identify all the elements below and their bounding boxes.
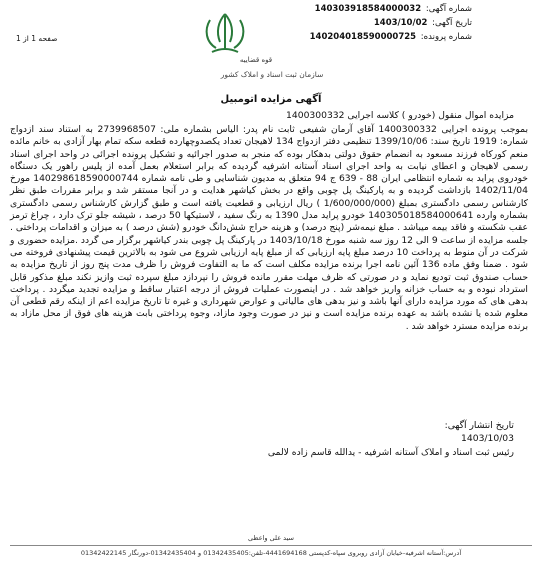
footer-name: سید علی واعظی (248, 534, 294, 542)
footer-address: آدرس:آستانه اشرفیه-خیابان آزادی روبروی سپاه-کدپستی 4441694168-تلفن:01342435405 و 01342435404-دورنگار 01342422145 (80, 549, 462, 557)
notice-date-row (262, 16, 472, 30)
notice-date-label: تاریخ آگهی: (432, 18, 472, 28)
notice-body (10, 124, 528, 333)
notice-meta (262, 2, 472, 44)
notice-subject: مزایده اموال منقول (خودرو ) کلاسه اجرایی 1400300332 (286, 110, 514, 121)
file-number: 140204018590000725 (309, 32, 417, 42)
notice-number: 140303918584000032 (314, 4, 422, 14)
file-number-row (262, 30, 472, 44)
footer-divider (10, 545, 532, 546)
notice-title: آگهی مزایده اتومبیل (220, 94, 322, 105)
publication-date: 1403/10/03 (461, 433, 514, 444)
notice-date: 1403/10/02 (373, 18, 428, 28)
page-number: صفحه 1 از 1 (16, 34, 58, 43)
organization-name: سازمان ثبت اسناد و املاک کشور (220, 70, 324, 79)
notice-number-row (262, 2, 472, 16)
body-paragraph: بموجب پرونده اجرایی 1400300332 آقای آرمان شفیعی ثابت نام پدر: الیاس بشماره ملی: 2739968507 به استناد سند ازدواج شماره: 1919 تاریخ سند: 1399/10/06 تنظیمی دفتر ازدواج 134 لاهیجان تعداد یکصدوچهارده قطعه سکه تمام بهار آزادی به خانم مائده منعم کورکاه فرزند مسعود به انضمام حقوق دولتی بدهکار بوده که منجر به صدور اجرائیه و تشکیل پرونده اجرائی در واحد اجرای اسناد رسمی لاهیجان و اعطای نیابت به واحد اجرای اسناد آستانه اشرفیه گردیده که برابر استعلام بعمل آمده از پلیس راهور یک دستگاه خودروی پراید به شماره انتظامی ایران 88 - 639 ج 94 متعلق به مدیون شناسایی و طی نامه شماره 140298618590000744 مورخ 1402/11/04 بازداشت گردیده و به پارکینگ پل چوبی واقع در بخش کیاشهر هدایت و در آنجا مستقر شد و برابر مقررات طبق نظر کارشناس رسمی دادگستری بمبلغ (1/600/000/000 ) ریال ارزیابی و قطعیت یافته است و طبق گزارش کارشناس رسمی دادگستری بشماره وارده 140305018584000641 خودرو پراید مدل 1390 به رنگ سفید ، لاستیکها 50 درصد ، شیشه جلو ترک دارد ، چراغ ترمز عقب شکسته و فاقد بیمه میباشد . مبلغ نیمه‌شر (پنج درصد) و هزینه حراج شش‌دانگ خودرو (شش درصد ) به میزان و اقدامات پرداختی . جلسه مزایده از ساعت 9 الی 12 روز سه شنبه مورخ 1403/10/18 در پارکینگ پل چوبی بندر کیاشهر برگزار می گردد .مزایده حضوری و شرکت در آن منوط به پرداخت 10 درصد مبلغ پایه ارزیابی که از مبلغ پایه ارزیابی شروع می شود به بالاترین قیمت پیشنهادی فروخته می شود . ضمنا وفق ماده 136 آئین نامه اجرا برنده مزایده مکلف است که ما به التفاوت فروش را ظرف مدت پنج روز از تاریخ مزایده به حساب صندوق ثبت تودیع نماید و در صورتی که ظرف مهلت مقرر مانده فروش را نپردازد مبلغ سپرده ثبت وازیز نکند مبلغ مذکور قابل استرداد نبوده و به حساب خزانه واریز خواهد شد . در اینصورت عملیات فروش از درجه اعتبار ساقط و مزایده تجدید میگردد . پرداخت بدهی های که مورد مزایده دارای آنها باشد و نیز بدهی های مالیاتی و عوارض شهرداری و غیره تا تاریخ مزایده اعم از اینکه رقم قطعی آن معلوم شده یا نشده باشد به عهده برنده مزایده است و نیز در صورت وجود مازاد، وجوه پرداختی بابت هزینه های فوق از محل مازاد به برنده مزایده مسترد خواهد شد . (10, 124, 529, 332)
notice-number-label: شماره آگهی: (425, 4, 472, 14)
publication-label: تاریخ انتشار آگهی: (444, 420, 514, 431)
organization-title: قوه قضاییه (239, 56, 273, 64)
signer-line: رئیس ثبت اسناد و املاک آستانه اشرفیه - یدالله قاسم زاده لالمی (267, 447, 514, 458)
file-number-label: شماره پرونده: (420, 32, 472, 42)
